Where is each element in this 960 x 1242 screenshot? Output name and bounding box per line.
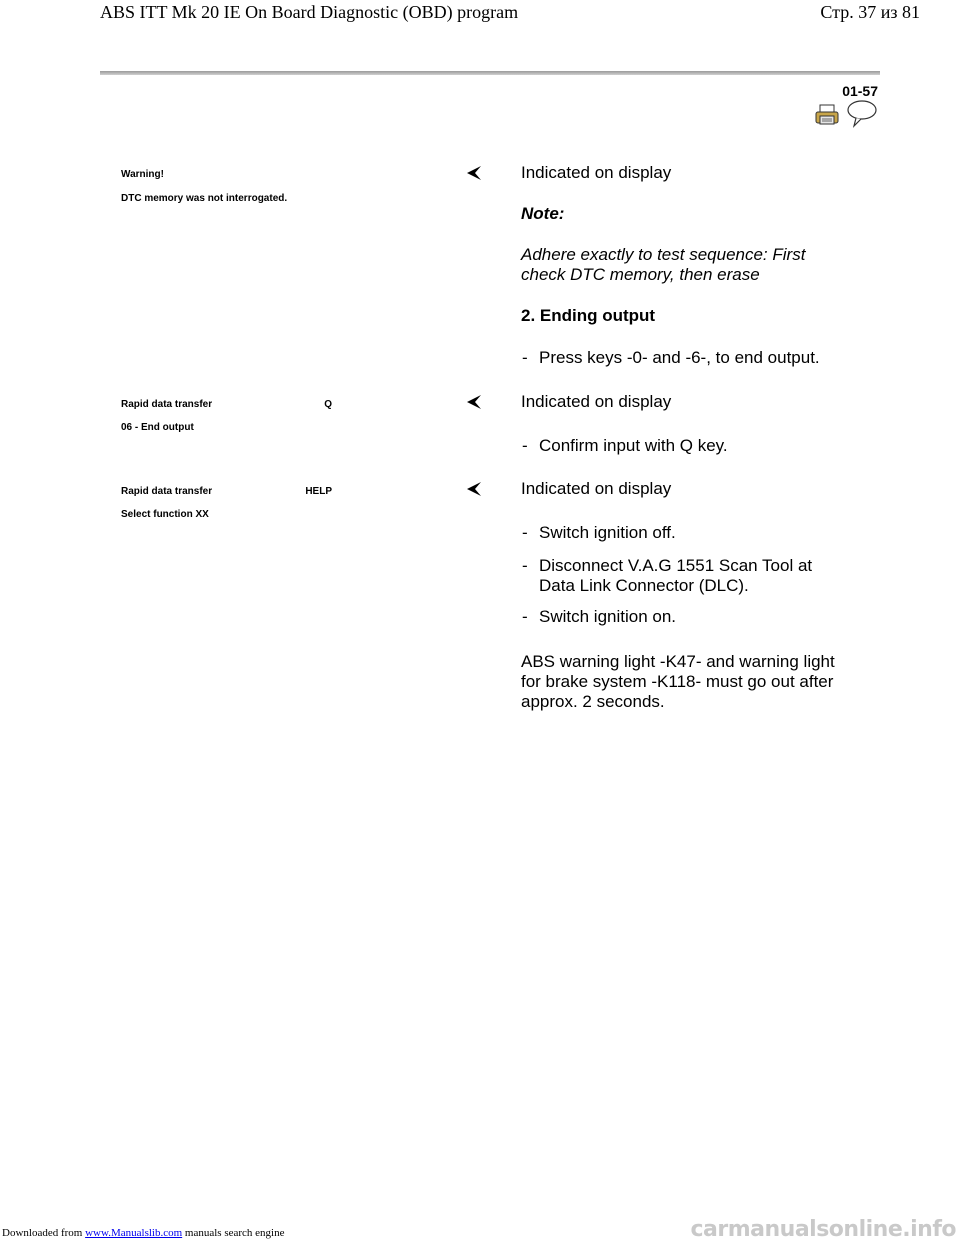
display-line-1 [121,399,332,410]
pointer-arrow-icon [464,392,484,412]
step-text: Switch ignition on. [539,607,677,626]
manualslib-link[interactable]: www.Manualslib.com [85,1227,183,1239]
step-dash: - [522,436,528,455]
indicated-label: Indicated on display [521,479,672,498]
step-dash: - [522,556,528,575]
display-line-2 [121,509,332,520]
note-text: Adhere exactly to test sequence: First [521,245,806,264]
step-dash: - [522,348,528,367]
display-line-2 [121,193,332,204]
download-footer [2,1227,284,1239]
document-title: ABS ITT Mk 20 IE On Board Diagnostic (OBD) program [100,2,519,22]
display-text: DTC memory was not interrogated. [121,193,288,204]
page-counter: Стр. 37 из 81 [820,2,920,22]
display-text-right: HELP [305,486,332,497]
display-text: Select function XX [121,509,209,520]
display-text: Rapid data transfer [121,486,213,497]
step-text: Switch ignition off. [539,523,676,542]
step-dash: - [522,607,528,626]
indicated-label: Indicated on display [521,163,672,182]
display-text: Rapid data transfer [121,399,213,410]
paragraph-line: approx. 2 seconds. [521,692,665,711]
step-text: Press keys -0- and -6-, to end output. [539,348,820,367]
page-number: 01-57 [842,83,878,99]
step-item [522,523,676,543]
step-item-continued [522,576,749,596]
paragraph-line: for brake system -K118- must go out after [521,672,834,691]
paragraph-line: ABS warning light -K47- and warning light [521,652,835,671]
printer-icon[interactable] [815,104,839,131]
display-line-1 [121,486,332,497]
pointer-arrow-icon [464,479,484,499]
section-heading: 2. Ending output [521,306,656,325]
display-line-1 [121,169,332,180]
footer-suffix: manuals search engine [184,1227,285,1239]
pointer-arrow-icon [464,163,484,183]
step-item [522,348,820,368]
step-dash: - [522,523,528,542]
footer-prefix: Downloaded from [2,1227,83,1239]
note-text: check DTC memory, then erase [521,265,760,284]
step-text: Confirm input with Q key. [539,436,728,455]
indicated-label: Indicated on display [521,392,672,411]
display-text-right: Q [324,399,332,410]
header-divider [100,71,880,75]
display-text: 06 - End output [121,422,194,433]
speech-bubble-icon[interactable] [846,99,878,134]
step-text: Disconnect V.A.G 1551 Scan Tool at [539,556,813,575]
step-item [522,607,676,627]
display-text: Warning! [121,169,164,180]
display-line-2 [121,422,332,433]
step-item [522,436,728,456]
note-label: Note: [521,204,565,223]
watermark-logo: carmanualsonline.info [690,1217,956,1242]
step-item [522,556,812,576]
step-text: Data Link Connector (DLC). [539,576,749,595]
